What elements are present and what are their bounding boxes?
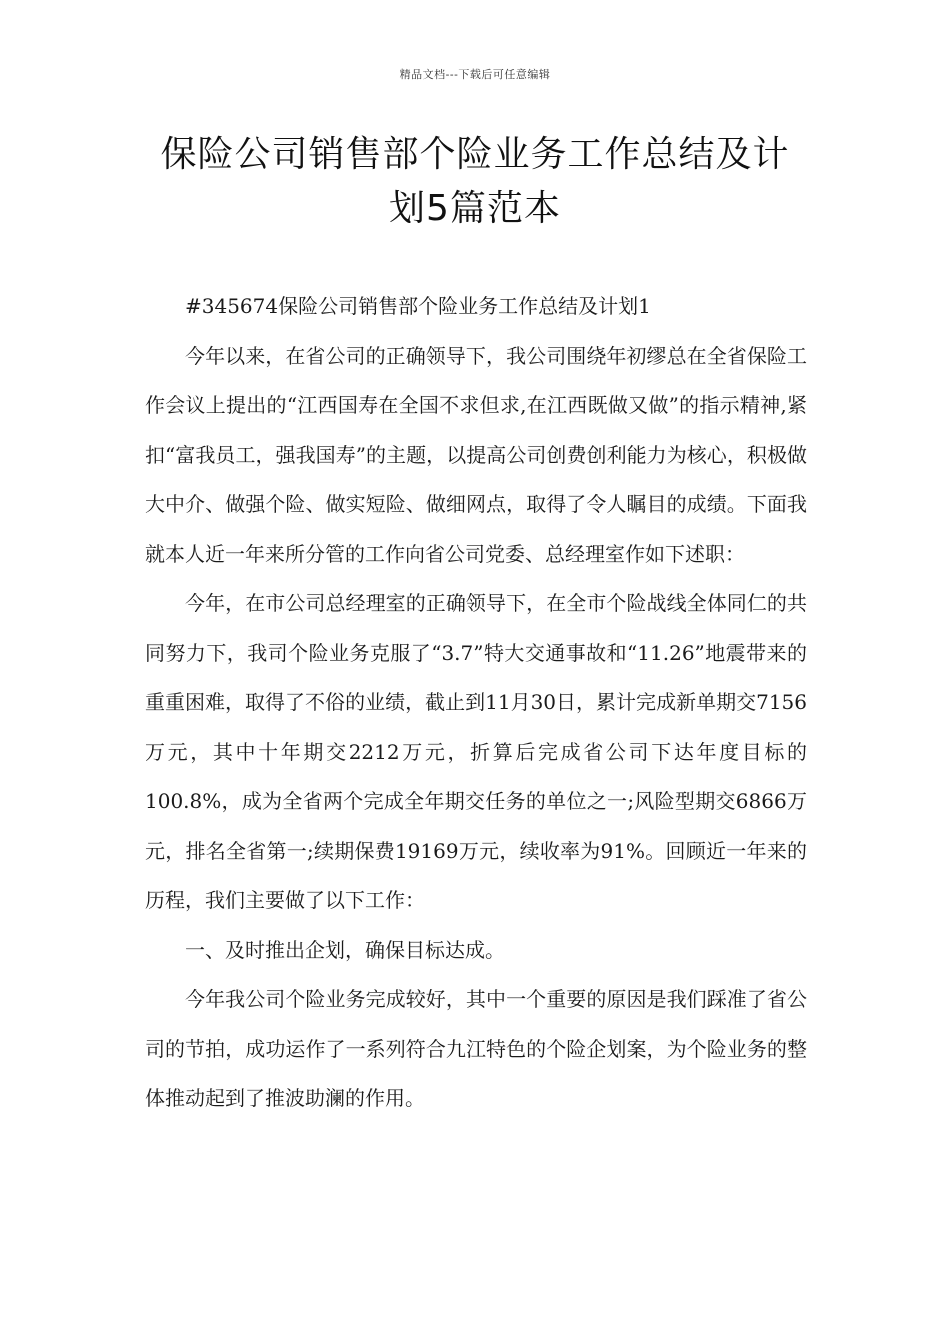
- document-body: [145, 282, 807, 1124]
- section-heading: #345674保险公司销售部个险业务工作总结及计划1: [185, 294, 651, 318]
- paragraph-point-one: 一、及时推出企划，确保目标达成。: [185, 937, 505, 962]
- paragraph-intro: 今年以来，在省公司的正确领导下，我公司围绕年初缪总在全省保险工作会议上提出的“江西国寿在全国不求但求,在江西既做又做”的指示精神,紧扣“富我员工，强我国寿”的主题，以提高公司创费创利能力为核心，积极做大中介、做强个险、做实短险、做细网点，取得了令人瞩目的成绩。下面我就本人近一年来所分管的工作向省公司党委、总经理室作如下述职：: [145, 343, 807, 566]
- header-note: 精品文档---下载后可任意编辑: [399, 68, 551, 81]
- title-line-1: 保险公司销售部个险业务工作总结及计: [160, 134, 790, 175]
- document-title: [130, 128, 820, 236]
- title-line-2: 划5篇范本: [389, 188, 561, 229]
- paragraph-planning: 今年我公司个险业务完成较好，其中一个重要的原因是我们踩准了省公司的节拍，成功运作了一系列符合九江特色的个险企划案，为个险业务的整体推动起到了推波助澜的作用。: [145, 987, 807, 1110]
- paragraph-results: 今年，在市公司总经理室的正确领导下，在全市个险战线全体同仁的共同努力下，我司个险业务克服了“3.7”特大交通事故和“11.26”地震带来的重重困难，取得了不俗的业绩，截止到11月30日，累计完成新单期交7156万元，其中十年期交2212万元，折算后完成省公司下达年度目标的100.8%，成为全省两个完成全年期交任务的单位之一;风险型期交6866万元，排名全省第一;续期保费19169万元，续收率为91%。回顾近一年来的历程，我们主要做了以下工作：: [145, 591, 807, 912]
